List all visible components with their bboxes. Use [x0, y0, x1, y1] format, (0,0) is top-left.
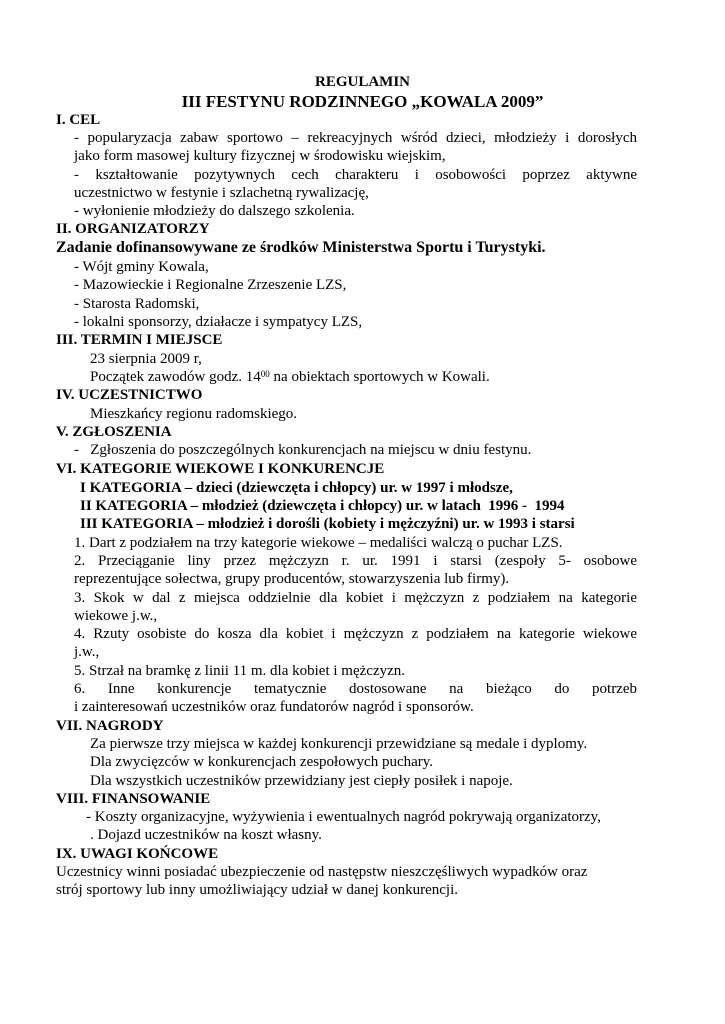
cel-line-1: - popularyzacja zabaw sportowo – rekreacyjnych wśród dzieci, młodzieży i dorosłych: [74, 130, 637, 146]
section-heading-kategorie: VI. KATEGORIE WIEKOWE I KONKURENCJE: [56, 461, 385, 477]
section-heading-uwagi: IX. UWAGI KOŃCOWE: [56, 846, 219, 862]
organizer-item: - Wójt gminy Kowala,: [74, 259, 209, 275]
event-date: 23 sierpnia 2009 r,: [90, 351, 202, 367]
category-3: III KATEGORIA – młodzież i dorośli (kobiety i mężczyźni) ur. w 1993 i starsi: [80, 516, 575, 532]
organizer-item: - Starosta Radomski,: [74, 296, 200, 312]
section-heading-finansowanie: VIII. FINANSOWANIE: [56, 791, 211, 807]
category-1: I KATEGORIA – dzieci (dziewczęta i chłopcy) ur. w 1997 i młodsze,: [80, 480, 513, 496]
competition-6-line-1: 6. Inne konkurencje tematycznie dostosowane na bieżąco do potrzeb: [74, 681, 637, 697]
competition-2-line-1: 2. Przeciąganie liny przez mężczyzn r. ur. 1991 i starsi (zespoły 5- osobowe: [74, 553, 637, 569]
funding-note: Zadanie dofinansowywane ze środków Ministerstwa Sportu i Turystyki.: [56, 239, 546, 256]
final-remarks-line-1: Uczestnicy winni posiadać ubezpieczenie od następstw nieszczęśliwych wypadków oraz: [56, 864, 588, 880]
category-2: II KATEGORIA – młodzież (dziewczęta i chłopcy) ur. w latach 1996 - 1994: [80, 498, 565, 514]
event-start-prefix: Początek zawodów godz. 14: [90, 369, 261, 385]
section-heading-termin: III. TERMIN I MIEJSCE: [56, 332, 223, 348]
section-heading-uczestnictwo: IV. UCZESTNICTWO: [56, 387, 203, 403]
competition-2-line-2: reprezentujące sołectwa, grupy producentów, stowarzyszenia lub firmy).: [74, 571, 510, 587]
event-start-minutes: 00: [260, 369, 270, 379]
participants-text: Mieszkańcy regionu radomskiego.: [90, 406, 298, 422]
cel-line-3: - kształtowanie pozytywnych cech charakteru i osobowości poprzez aktywne: [74, 167, 637, 183]
organizer-item: - Mazowieckie i Regionalne Zrzeszenie LZS,: [74, 277, 347, 293]
cel-line-2: jako form masowej kultury fizycznej w środowisku wiejskim,: [74, 148, 446, 164]
document-subtitle: III FESTYNU RODZINNEGO „KOWALA 2009”: [181, 92, 544, 111]
section-heading-zgloszenia: V. ZGŁOSZENIA: [56, 424, 172, 440]
registration-text: - Zgłoszenia do poszczególnych konkurencjach na miejscu w dniu festynu.: [74, 442, 532, 458]
competition-3-line-2: wiekowe j.w.,: [74, 608, 158, 624]
organizer-item: - lokalni sponsorzy, działacze i sympatycy LZS,: [74, 314, 363, 330]
prizes-line-3: Dla wszystkich uczestników przewidziany jest ciepły posiłek i napoje.: [90, 773, 513, 789]
prizes-line-1: Za pierwsze trzy miejsca w każdej konkurencji przewidziane są medale i dyplomy.: [90, 736, 588, 752]
financing-line-1: - Koszty organizacyjne, wyżywienia i ewentualnych nagród pokrywają organizatorzy,: [86, 809, 601, 825]
competition-1: 1. Dart z podziałem na trzy kategorie wiekowe – medaliści walczą o puchar LZS.: [74, 535, 563, 551]
competition-6-line-2: i zainteresowań uczestników oraz fundatorów nagród i sponsorów.: [74, 699, 474, 715]
section-heading-cel: I. CEL: [56, 112, 101, 128]
cel-line-4: uczestnictwo w festynie i szlachetną rywalizację,: [74, 185, 369, 201]
cel-line-5: - wyłonienie młodzieży do dalszego szkolenia.: [74, 203, 355, 219]
financing-line-2: . Dojazd uczestników na koszt własny.: [90, 827, 322, 843]
competition-4-line-1: 4. Rzuty osobiste do kosza dla kobiet i mężczyzn z podziałem na kategorie wiekowe: [74, 626, 637, 642]
document-title: REGULAMIN: [314, 74, 410, 90]
competition-3-line-1: 3. Skok w dal z miejsca oddzielnie dla kobiet i mężczyzn z podziałem na kategorie: [74, 590, 637, 606]
section-heading-organizatorzy: II. ORGANIZATORZY: [56, 221, 210, 237]
event-start: [90, 368, 490, 386]
section-heading-nagrody: VII. NAGRODY: [56, 718, 164, 734]
competition-5: 5. Strzał na bramkę z linii 11 m. dla kobiet i mężczyzn.: [74, 663, 406, 679]
final-remarks-line-2: strój sportowy lub inny umożliwiający udział w danej konkurencji.: [56, 882, 458, 898]
event-start-suffix: na obiektach sportowych w Kowali.: [269, 369, 490, 385]
prizes-line-2: Dla zwycięzców w konkurencjach zespołowych puchary.: [90, 754, 434, 770]
competition-4-line-2: j.w.,: [74, 644, 100, 660]
